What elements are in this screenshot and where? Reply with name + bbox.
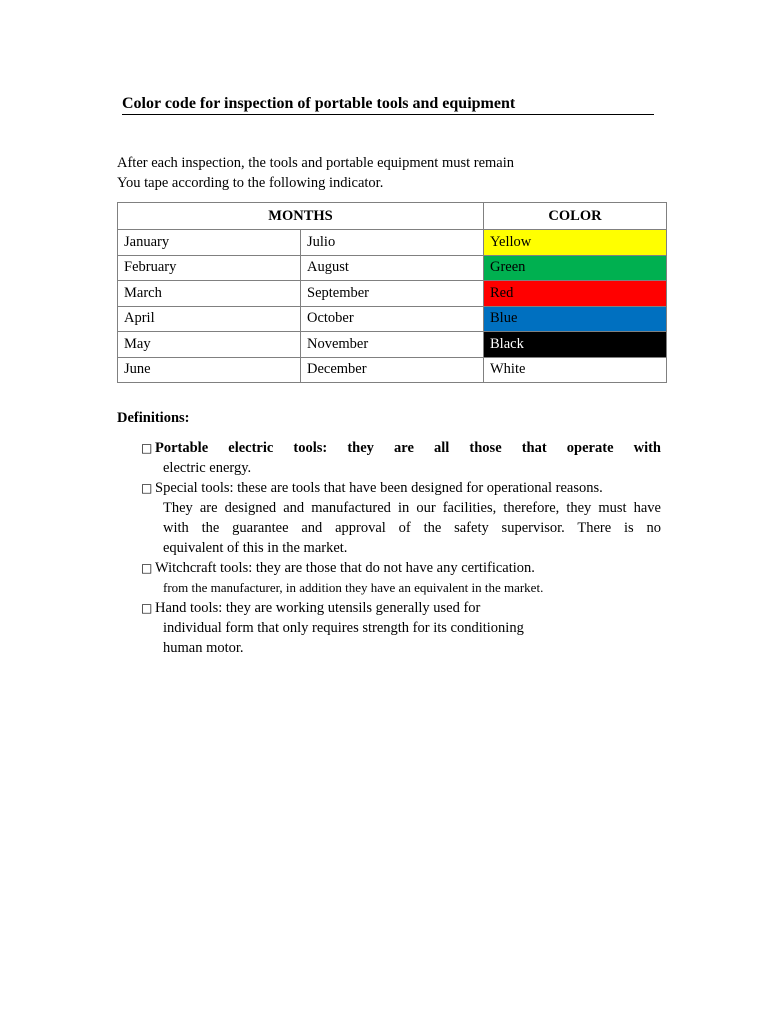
month-cell: June [118, 357, 301, 383]
list-item [141, 558, 661, 598]
definition-line: They are designed and manufactured in our facilities, therefore, they must have [163, 500, 661, 516]
definitions-heading: Definitions: [117, 410, 190, 426]
month-cell: February [118, 255, 301, 281]
month-cell: May [118, 332, 301, 358]
month-cell: April [118, 306, 301, 332]
month-cell: October [301, 306, 484, 332]
month-cell: August [301, 255, 484, 281]
definition-line: individual form that only requires strength for its conditioning [163, 620, 524, 636]
definition-lead: Special tools: these are tools that have been designed for operational reasons. [155, 480, 603, 496]
missing-glyph-icon: □ [141, 481, 153, 495]
month-cell: November [301, 332, 484, 358]
month-cell: March [118, 281, 301, 307]
table-header-row [118, 203, 667, 230]
intro-line: After each inspection, the tools and portable equipment must remain [117, 155, 515, 171]
intro-paragraph [117, 153, 514, 193]
definition-lead: Witchcraft tools: they are those that do not have any certification. [155, 560, 535, 576]
color-cell: Blue [484, 306, 667, 332]
list-item [141, 438, 661, 478]
definition-lead: Portable electric tools: they are all those that operate with [155, 440, 661, 456]
table-row [118, 230, 667, 256]
table-row [118, 306, 667, 332]
months-header: MONTHS [118, 203, 484, 230]
color-header: COLOR [484, 203, 667, 230]
missing-glyph-icon: □ [141, 601, 153, 615]
definition-line: from the manufacturer, in addition they have an equivalent in the market. [163, 580, 544, 595]
color-code-table [117, 202, 667, 383]
color-cell: Black [484, 332, 667, 358]
color-cell: Yellow [484, 230, 667, 256]
missing-glyph-icon: □ [141, 441, 153, 455]
list-item [141, 598, 661, 658]
table-row [118, 255, 667, 281]
table-row [118, 332, 667, 358]
intro-line: You tape according to the following indicator. [117, 175, 384, 191]
definition-lead: Hand tools: they are working utensils generally used for [155, 600, 481, 616]
list-item [141, 478, 661, 558]
missing-glyph-icon: □ [141, 561, 153, 575]
definitions-list [141, 438, 661, 658]
table-row [118, 281, 667, 307]
month-cell: January [118, 230, 301, 256]
color-cell: White [484, 357, 667, 383]
month-cell: Julio [301, 230, 484, 256]
definition-line: equivalent of this in the market. [163, 540, 348, 556]
document-title: Color code for inspection of portable tools and equipment [122, 94, 654, 115]
definition-line: with the guarantee and approval of the safety supervisor. There is no [163, 520, 661, 536]
table-row [118, 357, 667, 383]
color-cell: Green [484, 255, 667, 281]
definition-line: electric energy. [163, 460, 252, 476]
color-cell: Red [484, 281, 667, 307]
definition-line: human motor. [163, 640, 244, 656]
month-cell: September [301, 281, 484, 307]
month-cell: December [301, 357, 484, 383]
